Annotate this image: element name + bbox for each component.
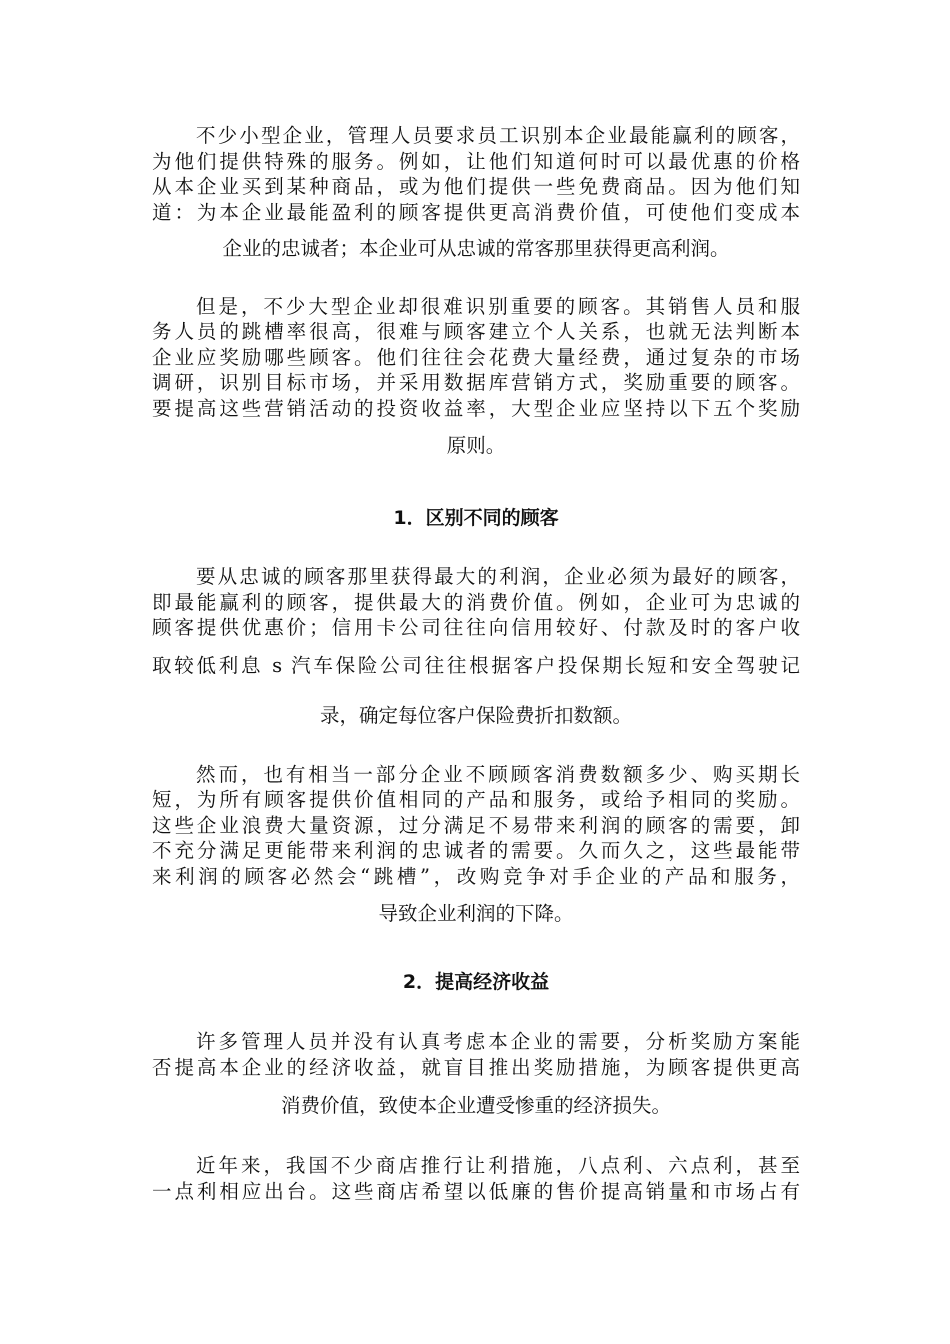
paragraph-5-line-3: 消费价值，致使本企业遭受惨重的经济损失。 <box>280 1094 671 1117</box>
paragraph-3-line-2: 即最能赢利的顾客，提供最大的消费价值。例如，企业可为忠诚的 <box>152 591 800 614</box>
paragraph-1-line-1: 不少小型企业，管理人员要求员工识别本企业最能赢利的顾客， <box>196 124 800 147</box>
paragraph-3-line-1: 要从忠诚的顾客那里获得最大的利润，企业必须为最好的顾客， <box>196 565 800 588</box>
paragraph-6-line-2: 一点利相应出台。这些商店希望以低廉的售价提高销量和市场占有 <box>152 1180 800 1203</box>
paragraph-2-line-6: 原则。 <box>446 434 506 457</box>
paragraph-3-line-3: 顾客提供优惠价；信用卡公司往往向信用较好、付款及时的客户收 <box>152 616 800 639</box>
paragraph-1-line-2: 为他们提供特殊的服务。例如，让他们知道何时可以最优惠的价格 <box>152 150 800 173</box>
paragraph-4-line-4: 不充分满足更能带来利润的忠诚者的需要。久而久之，这些最能带 <box>152 839 800 862</box>
paragraph-3-line-4: 取较低利息 s 汽车保险公司往往根据客户投保期长短和安全驾驶记 <box>152 654 800 677</box>
paragraph-4-line-3: 这些企业浪费大量资源，过分满足不易带来利润的顾客的需要，卸 <box>152 814 800 837</box>
paragraph-1-line-5: 企业的忠诚者；本企业可从忠诚的常客那里获得更高利润。 <box>222 237 730 260</box>
paragraph-4-line-1: 然而，也有相当一部分企业不顾顾客消费数额多少、购买期长 <box>196 763 800 786</box>
paragraph-1-line-3: 从本企业买到某种商品，或为他们提供一些免费商品。因为他们知 <box>152 175 800 198</box>
paragraph-2-line-2: 务人员的跳槽率很高，很难与顾客建立个人关系，也就无法判断本 <box>152 320 800 343</box>
section-heading-2: 2．提高经济收益 <box>402 971 550 993</box>
paragraph-5-line-2: 否提高本企业的经济收益，就盲目推出奖励措施，为顾客提供更高 <box>152 1056 800 1079</box>
paragraph-4-line-5: 来利润的顾客必然会“跳槽”，改购竞争对手企业的产品和服务， <box>152 865 800 888</box>
paragraph-2-line-4: 调研，识别目标市场，并采用数据库营销方式，奖励重要的顾客。 <box>152 371 800 394</box>
paragraph-1-line-4: 道：为本企业最能盈利的顾客提供更高消费价值，可使他们变成本 <box>152 201 800 224</box>
paragraph-2-line-3: 企业应奖励哪些顾客。他们往往会花费大量经费，通过复杂的市场 <box>152 346 800 369</box>
paragraph-2-line-1: 但是，不少大型企业却很难识别重要的顾客。其销售人员和服 <box>196 295 800 318</box>
section-heading-1: 1．区别不同的顾客 <box>393 507 559 529</box>
paragraph-6-line-1: 近年来，我国不少商店推行让利措施，八点利、六点利，甚至 <box>196 1154 800 1177</box>
paragraph-4-line-2: 短，为所有顾客提供价值相同的产品和服务，或给予相同的奖励。 <box>152 788 800 811</box>
paragraph-3-line-5: 录，确定每位客户保险费折扣数额。 <box>319 704 632 727</box>
paragraph-4-line-6: 导致企业利润的下降。 <box>378 902 574 925</box>
paragraph-2-line-5: 要提高这些营销活动的投资收益率，大型企业应坚持以下五个奖励 <box>152 397 800 420</box>
paragraph-5-line-1: 许多管理人员并没有认真考虑本企业的需要，分析奖励方案能 <box>196 1030 800 1053</box>
